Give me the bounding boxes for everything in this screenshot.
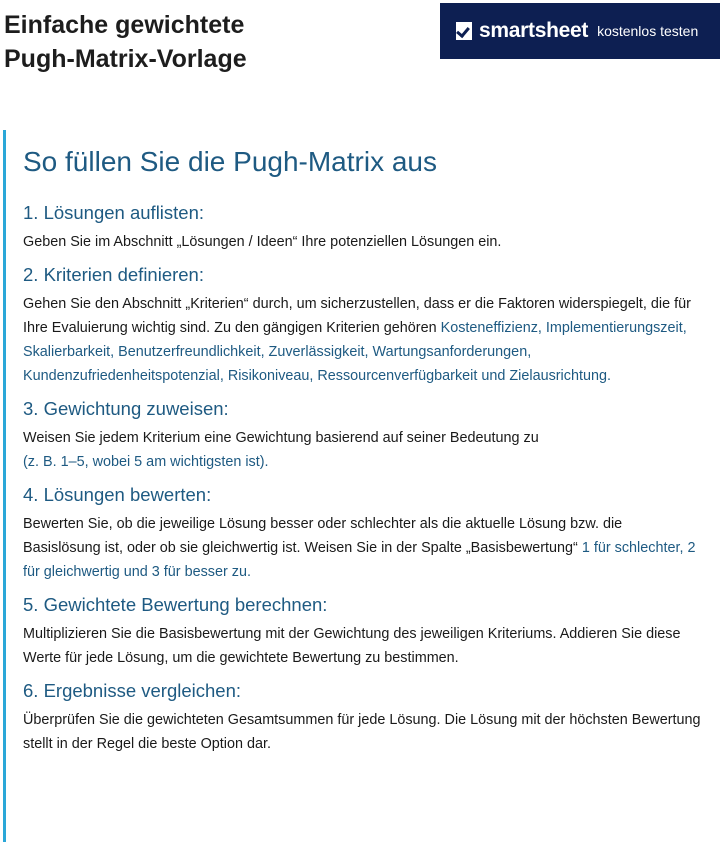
page-title-line-1: Einfache gewichtete (4, 11, 245, 39)
step-highlight: Kosteneffizienz, Implementierungszeit, Skalierbarkeit, Benutzerfreundlichkeit, Zuverlässigkeit, Wartungsanforderungen, Kundenzufriedenheitspotenzial, Risikoniveau, Ressourcenverfügbarkeit und Zielausrichtung. (23, 320, 687, 384)
step-calculate-weighted-score (23, 593, 703, 670)
step-body: Überprüfen Sie die gewichteten Gesamtsummen für jede Lösung. Die Lösung mit der höchsten Bewertung stellt in der Regel die beste Option dar. (23, 712, 701, 752)
step-text (23, 292, 703, 388)
step-list-solutions (23, 201, 703, 254)
step-body: Weisen Sie jedem Kriterium eine Gewichtung basierend auf seiner Bedeutung zu (23, 430, 539, 446)
step-text (23, 512, 703, 584)
step-define-criteria (23, 263, 703, 388)
step-assign-weights (23, 397, 703, 474)
step-text (23, 708, 703, 756)
step-body: Multiplizieren Sie die Basisbewertung mit der Gewichtung des jeweiligen Kriteriums. Addieren Sie diese Werte für jede Lösung, um die gewichtete Bewertung zu bestimmen. (23, 626, 681, 666)
smartsheet-check-logo-icon (456, 22, 472, 40)
step-rate-solutions (23, 483, 703, 584)
step-highlight: (z. B. 1–5, wobei 5 am wichtigsten ist). (23, 454, 269, 470)
step-highlight: 1 für schlechter, 2 für gleichwertig und 3 für besser zu. (23, 540, 696, 580)
instructions-panel (23, 144, 703, 765)
step-body: Geben Sie im Abschnitt „Lösungen / Ideen“ Ihre potenziellen Lösungen ein. (23, 234, 502, 250)
step-heading: 4. Lösungen bewerten: (23, 484, 212, 505)
step-compare-results (23, 679, 703, 756)
step-body: Bewerten Sie, ob die jeweilige Lösung besser oder schlechter als die aktuelle Lösung bzw. die Basislösung ist, oder ob sie gleichwertig ist. Weisen Sie in der Spalte „Basisbewertung“ (23, 516, 623, 556)
step-heading: 6. Ergebnisse vergleichen: (23, 680, 242, 701)
step-heading: 1. Lösungen auflisten: (23, 202, 205, 223)
step-heading: 3. Gewichtung zuweisen: (23, 398, 229, 419)
step-text (23, 230, 703, 254)
step-text (23, 622, 703, 670)
page-title (4, 8, 247, 76)
step-text (23, 426, 703, 474)
smartsheet-brand: smartsheet (479, 19, 589, 42)
accent-bar (3, 130, 6, 842)
instructions-heading: So füllen Sie die Pugh-Matrix aus (23, 146, 437, 177)
step-heading: 5. Gewichtete Bewertung berechnen: (23, 594, 328, 615)
step-heading: 2. Kriterien definieren: (23, 264, 204, 285)
step-body: Gehen Sie den Abschnitt „Kriterien“ durch, um sicherzustellen, dass er die Faktoren widerspiegelt, die für Ihre Evaluierung wichtig sind. Zu den gängigen Kriterien gehören (23, 296, 691, 336)
page-title-line-2: Pugh-Matrix-Vorlage (4, 45, 247, 73)
free-trial-link[interactable]: kostenlos testen (597, 23, 699, 39)
smartsheet-trial-banner[interactable] (440, 3, 720, 59)
